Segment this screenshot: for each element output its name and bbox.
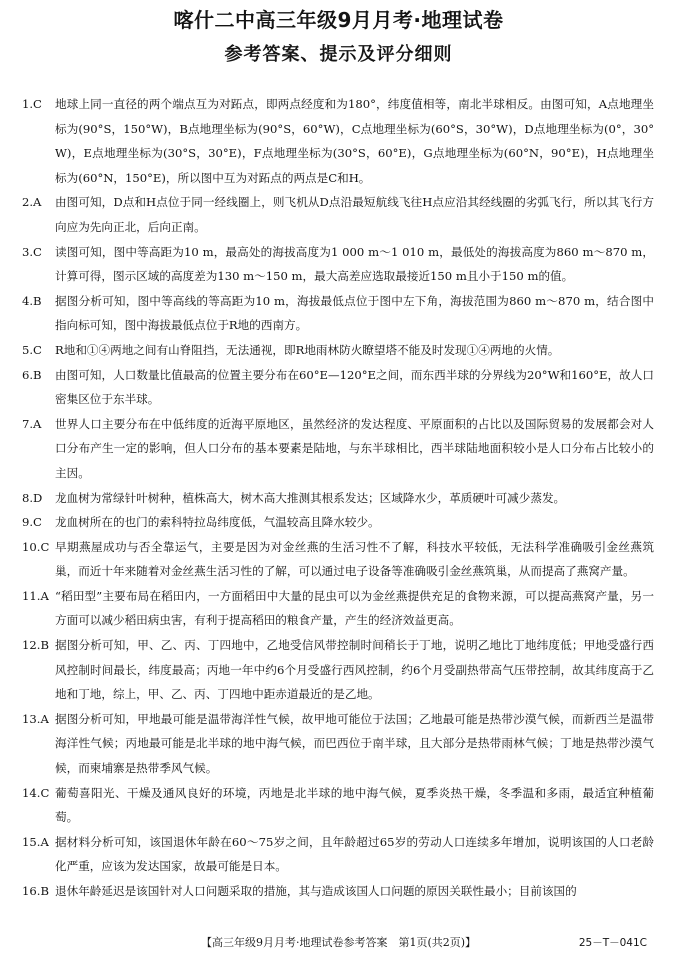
footer-page-info: 【高三年级9月月考·地理试卷参考答案 第1页(共2页)】 <box>200 936 477 949</box>
page-footer <box>0 933 677 953</box>
page-subtitle: 参考答案、提示及评分细则 <box>224 44 453 65</box>
answer-number: 2.A <box>22 195 42 210</box>
answer-number: 15.A <box>22 834 49 849</box>
answer-explanation: 据图分析可知，图中等高线的等高距为10 m，海拔最低点位于图中左下角，海拔范围为860 m～870 m，结合图中指向标可知，图中海拔最低点位于R地的西南方。 <box>55 293 654 333</box>
answer-number: 7.A <box>22 416 42 431</box>
answer-item <box>22 535 654 584</box>
answer-explanation: 龙血树所在的也门的索科特拉岛纬度低，气温较高且降水较少。 <box>55 515 380 530</box>
answer-number: 14.C <box>22 785 50 800</box>
answer-number: 9.C <box>22 515 42 530</box>
answer-item <box>22 92 654 190</box>
answer-item <box>22 781 654 830</box>
answer-explanation: 据材料分析可知，该国退休年龄在60～75岁之间，且年龄超过65岁的劳动人口连续多年增加，说明该国的人口老龄化严重，应该为发达国家，故最可能是日本。 <box>55 834 654 874</box>
answer-explanation: 退休年龄延迟是该国针对人口问题采取的措施，其与造成该国人口问题的原因关联性最小；目前该国的 <box>55 884 577 898</box>
answer-explanation: 据图分析可知，甲地最可能是温带海洋性气候，故甲地可能位于法国；乙地最可能是热带沙漠气候，而新西兰是温带海洋性气候；丙地最可能是北半球的地中海气候，而巴西位于南半球，且大部分是热带雨林气候；丁地是热带沙漠气候，而柬埔寨是热带季风气候。 <box>55 711 654 776</box>
answer-explanation: 由图可知，人口数量比值最高的位置主要分布在60°E—120°E之间，而东西半球的分界线为20°W和160°E，故人口密集区位于东半球。 <box>55 367 654 407</box>
answer-number: 1.C <box>22 97 42 111</box>
answer-item <box>22 707 654 781</box>
answer-explanation: 据图分析可知，甲、乙、丙、丁四地中，乙地受信风带控制时间稍长于丁地，说明乙地比丁地纬度低；甲地受盛行西风控制时间最长，纬度最高；丙地一年中约6个月受盛行西风控制，约6个月受副热带高气压带控制，故其纬度高于乙地和丁地，综上，甲、乙、丙、丁四地中距赤道最近的是乙地。 <box>55 638 654 702</box>
answer-item <box>22 879 654 904</box>
answer-item <box>22 510 654 535</box>
answer-item <box>22 190 654 239</box>
answer-item <box>22 830 654 879</box>
answer-number: 10.C <box>22 539 50 554</box>
answer-explanation: R地和①④两地之间有山脊阻挡，无法通视，即R地雨林防火瞭望塔不能及时发现①④两地的火情。 <box>55 342 560 357</box>
answer-item <box>22 289 654 338</box>
answer-number: 3.C <box>22 244 42 259</box>
answer-explanation: “稻田型”主要布局在稻田内，一方面稻田中大量的昆虫可以为金丝燕提供充足的食物来源，可以提高燕窝产量，另一方面可以减少稻田病虫害，有利于提高稻田的粮食产量，产生的经济效益更高。 <box>55 588 654 628</box>
answer-number: 11.A <box>22 588 49 603</box>
answer-item <box>22 486 654 511</box>
answer-list <box>22 92 654 904</box>
answer-number: 13.A <box>22 711 49 726</box>
answer-explanation: 由图可知，D点和H点位于同一经线圈上，则飞机从D点沿最短航线飞往H点应沿其经线圈的劣弧飞行，所以其飞行方向应为先向正北，后向正南。 <box>55 195 654 234</box>
answer-explanation: 龙血树为常绿针叶树种，植株高大，树木高大推测其根系发达；区域降水少，革质硬叶可减少蒸发。 <box>55 490 566 505</box>
answer-explanation: 世界人口主要分布在中低纬度的近海平原地区，虽然经济的发达程度、平原面积的占比以及国际贸易的发展都会对人口分布产生一定的影响，但人口分布的基本要素是陆地，与东半球相比，西半球陆地面积较小是人口分布占比较小的主因。 <box>55 416 654 480</box>
answer-explanation: 地球上同一直径的两个端点互为对跖点，即两点经度和为180°，纬度值相等，南北半球相反。由图可知，A点地理坐标为(90°S，150°W)，B点地理坐标为(90°S，60°W)，C点地理坐标为(60°S，30°W)，D点地理坐标为(0°，30°W)，E点地理坐标为(30°S，30°E)，F点地理坐标为(30°S，60°E)，G点地理坐标为(60°N，90°E)，H点地理坐标为(60°N，150°E)，所以图中互为对跖点的两点是C和H。 <box>55 97 654 185</box>
answer-explanation: 葡萄喜阳光、干燥及通风良好的环境，丙地是北半球的地中海气候，夏季炎热干燥，冬季温和多雨，最适宜种植葡萄。 <box>55 785 654 825</box>
answer-item <box>22 584 654 633</box>
answer-number: 12.B <box>22 638 49 653</box>
answer-item <box>22 338 654 363</box>
page-title: 喀什二中高三年级9月月考·地理试卷 <box>173 8 504 32</box>
answer-number: 4.B <box>22 293 42 308</box>
answer-number: 8.D <box>22 490 43 505</box>
footer-paper-code: 25－T－041C <box>578 937 647 949</box>
answer-explanation: 读图可知，图中等高距为10 m，最高处的海拔高度为1 000 m～1 010 m，最低处的海拔高度为860 m～870 m，计算可得，图示区域的高度差为130 m～150 m，最大高差应选取最接近150 m且小于150 m的值。 <box>55 244 654 284</box>
answer-number: 6.B <box>22 367 42 382</box>
answer-explanation: 早期燕屋成功与否全靠运气，主要是因为对金丝燕的生活习性不了解，科技水平较低，无法科学准确吸引金丝燕筑巢，而近十年来随着对金丝燕生活习性的了解，可以通过电子设备等准确吸引金丝燕筑巢，从而提高了燕窝产量。 <box>55 539 654 579</box>
answer-item <box>22 240 654 289</box>
answer-item <box>22 633 654 707</box>
answer-item <box>22 412 654 486</box>
answer-item <box>22 363 654 412</box>
answer-number: 16.B <box>22 884 49 898</box>
answer-number: 5.C <box>22 342 42 357</box>
